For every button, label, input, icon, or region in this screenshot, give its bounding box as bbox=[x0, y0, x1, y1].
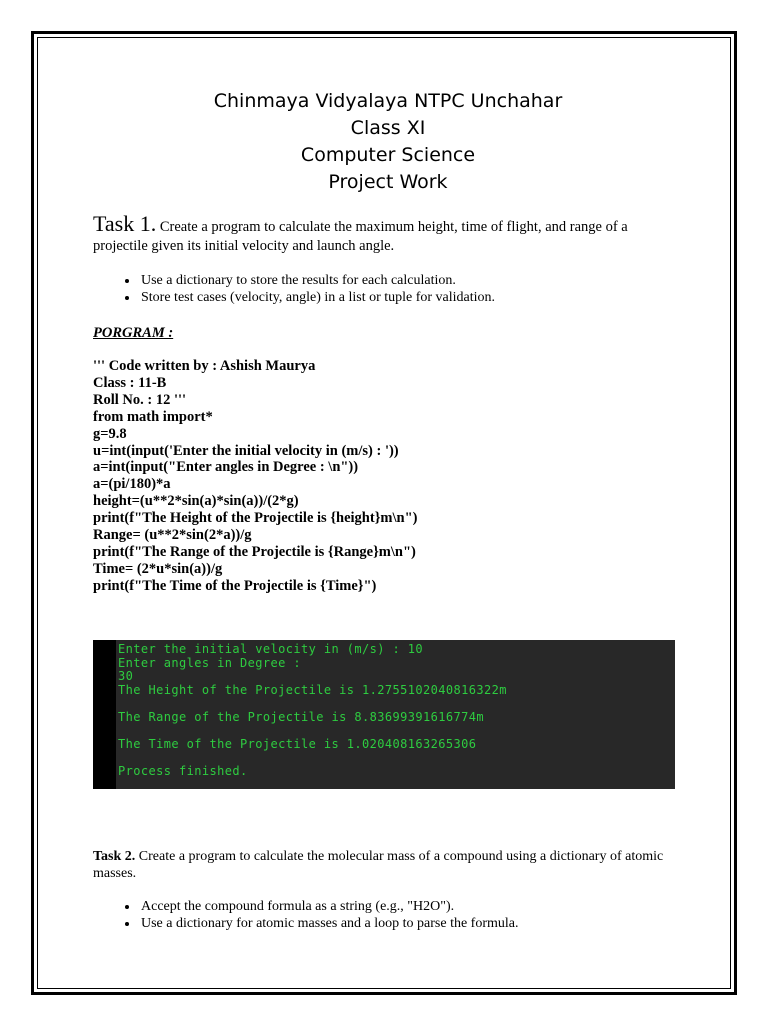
terminal-line: The Height of the Projectile is 1.2755102040816322m bbox=[118, 682, 507, 697]
code-line: u=int(input('Enter the initial velocity in (m/s) : ')) bbox=[93, 442, 399, 459]
code-line: a=(pi/180)*a bbox=[93, 476, 171, 493]
terminal-output bbox=[118, 643, 507, 778]
code-line: print(f"The Time of the Projectile is {Time}") bbox=[93, 577, 377, 594]
task-2-title: Task 2. bbox=[93, 849, 136, 864]
terminal-line: Enter angles in Degree : bbox=[118, 655, 301, 670]
task-1-bullets bbox=[93, 272, 683, 306]
task-1-bullet: • Use a dictionary to store the results for each calculation. bbox=[139, 272, 683, 289]
task-2-bullet: • Accept the compound formula as a string (e.g., "H2O"). bbox=[139, 898, 683, 915]
task-1-description: Create a program to calculate the maximum height, time of flight, and range of a projectile given its initial velocity and launch angle. bbox=[93, 219, 628, 254]
task-1-bullet: • Store test cases (velocity, angle) in a list or tuple for validation. bbox=[139, 289, 683, 306]
task-1 bbox=[93, 211, 683, 256]
program-code bbox=[93, 358, 683, 595]
task-2-section bbox=[93, 848, 683, 932]
code-line: from math import* bbox=[93, 408, 213, 425]
code-line: Class : 11-B bbox=[93, 374, 167, 391]
task-2-bullet: • Use a dictionary for atomic masses and a loop to parse the formula. bbox=[139, 915, 683, 932]
terminal-line bbox=[118, 724, 507, 738]
task-2-bullets bbox=[93, 898, 683, 932]
terminal-line: Enter the initial velocity in (m/s) : 10 bbox=[118, 642, 423, 656]
terminal-output-screenshot bbox=[93, 640, 675, 789]
code-line: height=(u**2*sin(a)*sin(a))/(2*g) bbox=[93, 493, 299, 510]
document-body bbox=[93, 88, 683, 595]
subject-name: Computer Science bbox=[300, 144, 476, 166]
task-1-title: Task 1. bbox=[93, 211, 157, 236]
task-2-description: Create a program to calculate the molecular mass of a compound using a dictionary of atomic masses. bbox=[93, 849, 664, 881]
terminal-gutter bbox=[93, 640, 116, 789]
class-name: Class XI bbox=[350, 117, 426, 139]
code-line: a=int(input("Enter angles in Degree : \n")) bbox=[93, 459, 359, 476]
terminal-line: Process finished. bbox=[118, 763, 248, 778]
terminal-line: The Range of the Projectile is 8.83699391616774m bbox=[118, 709, 484, 724]
work-title: Project Work bbox=[328, 171, 448, 193]
terminal-line: The Time of the Projectile is 1.020408163265306 bbox=[118, 736, 477, 751]
code-line: g=9.8 bbox=[93, 425, 127, 442]
code-line: ''' Code written by : Ashish Maurya bbox=[93, 358, 316, 374]
code-line: Roll No. : 12 ''' bbox=[93, 391, 187, 408]
school-name: Chinmaya Vidyalaya NTPC Unchahar bbox=[213, 90, 563, 112]
document-heading bbox=[93, 88, 683, 196]
program-label: PORGRAM : bbox=[93, 325, 174, 341]
terminal-line: 30 bbox=[118, 669, 134, 683]
code-line: print(f"The Height of the Projectile is {height}m\n") bbox=[93, 510, 418, 527]
code-line: Time= (2*u*sin(a))/g bbox=[93, 560, 223, 577]
task-2 bbox=[93, 848, 683, 882]
terminal-line bbox=[118, 697, 507, 711]
terminal-line bbox=[118, 751, 507, 765]
code-line: print(f"The Range of the Projectile is {Range}m\n") bbox=[93, 543, 416, 560]
code-line: Range= (u**2*sin(2*a))/g bbox=[93, 527, 252, 544]
